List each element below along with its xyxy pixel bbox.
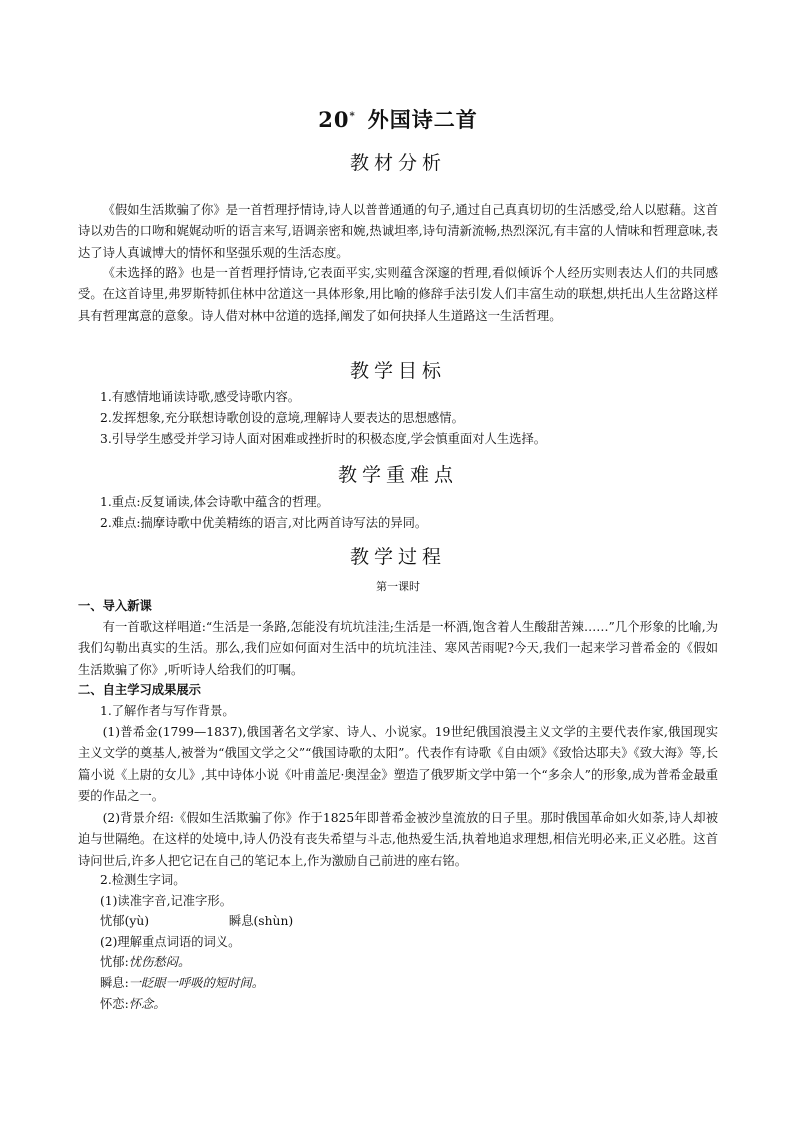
definition-term: 怀恋: — [100, 997, 129, 1011]
pinyin-word: 忧郁(yù) — [100, 914, 150, 928]
definition-meaning: 忧伤愁闷。 — [128, 955, 191, 969]
definition-row — [100, 973, 264, 993]
key-point-item: 2.难点:揣摩诗歌中优美精练的语言,对比两首诗写法的异同。 — [100, 516, 428, 530]
item-2: 2.检测生字词。 — [100, 873, 186, 887]
lesson-number: 20 — [318, 107, 350, 132]
background-paragraph: (2)背景介绍:《假如生活欺骗了你》作于1825年即普希金被沙皇流放的日子里。那时俄国革命如火如荼,诗人却被迫与世隔绝。在这样的处境中,诗人仍没有丧失希望与斗志,他热爱生活,执着地追求理想,相信光明必来,正义必胜。这首诗问世后,许多人把它记在自己的笔记本上,作为激励自己前进的座右铭。 — [78, 811, 718, 868]
definition-meaning: 一眨眼一呼吸的短时间。 — [128, 976, 265, 990]
pinyin-row — [100, 911, 293, 931]
author-paragraph: (1)普希金(1799—1837),俄国著名文学家、诗人、小说家。19世纪俄国浪漫主义文学的主要代表作家,俄国现实主义文学的奠基人,被誉为“俄国文学之父”“俄国诗歌的太阳”。代表作有诗歌《自由颂》《致恰达耶夫》《致大海》等,长篇小说《上尉的女儿》,其中诗体小说《叶甫盖尼·奥涅金》塑造了俄罗斯文学中第一个“多余人”的形象,成为普希金最重要的作品之一。 — [78, 725, 718, 803]
section-title-goals: 教学目标 — [349, 360, 446, 382]
section-title-key-points: 教学重难点 — [337, 464, 458, 486]
sub-item-1: (1)读准字音,记准字形。 — [100, 894, 232, 908]
part2-heading: 二、自主学习成果展示 — [78, 683, 201, 697]
definition-meaning: 怀念。 — [128, 997, 166, 1011]
page-title — [78, 104, 718, 134]
goal-item: 2.发挥想象,充分联想诗歌创设的意境,理解诗人要表达的思想感情。 — [100, 411, 464, 425]
section-title-analysis: 教材分析 — [349, 152, 446, 174]
definition-row — [100, 994, 166, 1014]
part1-paragraph: 有一首歌这样唱道:“生活是一条路,怎能没有坑坑洼洼;生活是一杯酒,饱含着人生酸甜苦辣……”几个形象的比喻,为我们勾勒出真实的生活。那么,我们应如何面对生活中的坑坑洼洼、寒风苦雨呢?今天,我们一起来学习普希金的《假如生活欺骗了你》,听听诗人给我们的叮嘱。 — [78, 620, 718, 677]
pinyin-word: 瞬息(shùn) — [228, 914, 294, 928]
star-mark: * — [349, 111, 356, 122]
item-1: 1.了解作者与写作背景。 — [100, 704, 235, 718]
sub-item-2: (2)理解重点词语的词义。 — [100, 935, 241, 949]
part1-heading: 一、导入新课 — [78, 599, 152, 613]
definition-term: 瞬息: — [100, 976, 129, 990]
definition-term: 忧郁: — [100, 955, 129, 969]
section-title-process: 教学过程 — [349, 546, 446, 568]
definition-row — [100, 952, 190, 972]
analysis-paragraph-1: 《假如生活欺骗了你》是一首哲理抒情诗,诗人以普普通通的句子,通过自己真真切切的生活感受,给人以慰藉。这首诗以劝告的口吻和娓娓动听的语言来写,语调亲密和婉,热诚坦率,诗句清新流畅,热烈深沉,有丰富的人情味和哲理意味,表达了诗人真诚博大的情怀和坚强乐观的生活态度。 — [78, 203, 718, 260]
analysis-paragraph-2: 《未选择的路》也是一首哲理抒情诗,它表面平实,实则蕴含深邃的哲理,看似倾诉个人经历实则表达人们的共同感受。在这首诗里,弗罗斯特抓住林中岔道这一具体形象,用比喻的修辞手法引发人们丰富生动的联想,烘托出人生岔路这样具有哲理寓意的意象。诗人借对林中岔道的选择,阐发了如何抉择人生道路这一生活哲理。 — [78, 266, 718, 323]
title-text: 外国诗二首 — [367, 107, 478, 132]
lesson-label: 第一课时 — [376, 580, 420, 593]
goal-item: 3.引导学生感受并学习诗人面对困难或挫折时的积极态度,学会慎重面对人生选择。 — [100, 432, 547, 446]
key-point-item: 1.重点:反复诵读,体会诗歌中蕴含的哲理。 — [100, 495, 329, 509]
goal-item: 1.有感情地诵读诗歌,感受诗歌内容。 — [100, 390, 301, 404]
